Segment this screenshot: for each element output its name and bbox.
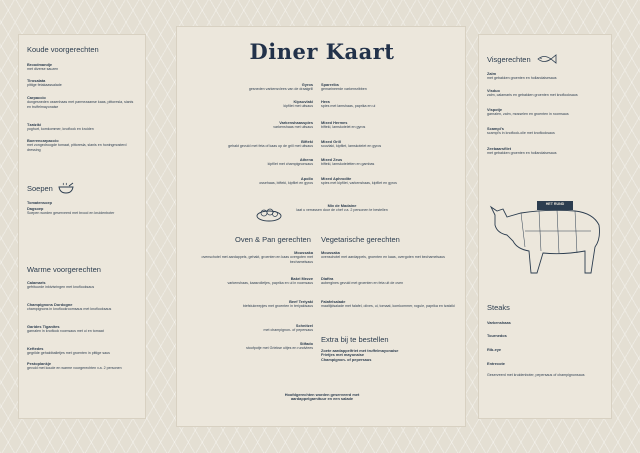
list-item: Visduo zalm, calamaris en gebakken groenten met knoflooksaus [487, 88, 578, 98]
menu-title: Diner Kaart [249, 39, 395, 64]
list-item: Moussaka ovenschotel met aardappels, groenten en kaas, overgoten met bechamelsaus [321, 250, 445, 260]
section-heading-steaks: Steaks [487, 303, 510, 312]
list-item: Gyros gesneden varkensvlees van de draaigrill [248, 82, 313, 92]
list-item: Mixed Zeus bifteki, lamskoteletten en gambas [321, 157, 375, 167]
list-item: Mixed Hermes bifteki, lamskotelet en gyros [321, 120, 366, 130]
beef-cuts-diagram [487, 195, 605, 277]
list-item: Diaftra aubergines gevuld met groenten en feta uit de oven [321, 276, 404, 286]
list-item: Kipsuvlaki kipfilet met uitsaus [283, 99, 313, 109]
left-menu-panel [18, 34, 146, 419]
list-item: Falafelsalade maaltijdsalade met falafel, olives, ui, tomaat, komkommer, rogule, paprika en tzatziki [321, 299, 455, 309]
list-item: Mix de Madaine laat u verrassen door de chef v.a. 2 personen te bestellen [296, 203, 388, 213]
list-item: Champignons Dordogne champignons in knoflookroomsaus met knoflooksaus [27, 302, 112, 312]
list-item: Bakri Mezze varkenshaas, kaasrolletjes, paprika en ui in roomsaus [227, 276, 313, 286]
list-item: Bifteki gehakt gevuld met feta of kaas op de grill met uitsaus [228, 139, 313, 149]
section-heading-soepen: Soepen [27, 184, 53, 193]
section-heading-extra: Extra bij te bestellen [321, 335, 389, 344]
list-item: Carpaccio dungesneden ossenhaas met parmezaanse kaas, pittoresla, sianis en truffelmayonaise [27, 95, 134, 109]
list-item: Varkenshaasspies varkenshaas met uitsaus [273, 120, 313, 130]
list-item: Tournedos [487, 333, 507, 338]
list-item: Athena kipfilet met champignonsaus [267, 157, 313, 167]
list-item: Moussaka ovenschotel met aardappels, gehakt, groenten en kaas overgoten met bechamelsaus [201, 250, 313, 264]
list-item: Zoete aardappelfriet met truffelmayonaise Frietjes met mayonaise Champignon- of pepersaus [321, 348, 399, 362]
list-item: Schnitzel met champignon- of pepersaus [263, 323, 313, 333]
list-item: Dagsoep Soepen worden geserveerd met brood en kruidenboter [27, 206, 115, 216]
list-item: Tirosalata pittige fetakaassalade [27, 78, 62, 88]
mixed-platter-icon [255, 205, 283, 223]
list-item: Apollo ossehaas, bifteki, kipfilet en gyros [259, 176, 313, 186]
list-item: Spareribs gemarineerde varkensribben [321, 82, 367, 92]
cow-label: HET RUND [545, 202, 565, 206]
list-item: Zeebaarsfilet met gebakken groenten en hollandaisesaus [487, 146, 557, 156]
soup-bowl-icon [57, 182, 75, 194]
list-item: Hera spies met lamshaas, paprika en ui [321, 99, 376, 109]
footer-note: Hoofdgerechten worden geserveerd met aardappelgarnituur en een salade [284, 392, 360, 402]
list-item: Stifado stoofpotje met Griekse uitjes en rundvlees [246, 341, 313, 351]
list-item: Keftedes gegrilde gehaktballetjes met groenten in pittige saus [27, 346, 110, 356]
list-item: Zalm met gebakken groenten en hollandaisesaus [487, 71, 557, 81]
list-item: Garides Tiganites garnalen in knoflook roomsaus met ui en tomaat [27, 324, 104, 334]
list-item: Entrecote [487, 361, 505, 366]
section-heading-oven: Oven & Pan gerechten [235, 235, 311, 244]
list-item: Vispotje garnalen, zalm, mosselen en groenten in roomsaus [487, 107, 569, 117]
list-item: Broodmandje met diverse sauzen [27, 62, 59, 72]
section-heading-vega: Vegetarische gerechten [321, 235, 400, 244]
center-menu-panel [176, 26, 466, 427]
list-item: Pestoplankje gevuld met koude en warme voorgerechten v.a. 2 personen [27, 361, 122, 371]
list-item: Mixed Grill souvlaki, kipfilet, lamskotelet en gyros [321, 139, 382, 149]
list-item: Boerencarpaccio met zongedroogde tomaat, pittoresla, slanis en honingmosterd dressing [27, 138, 127, 152]
section-heading-vis: Visgerechten [487, 55, 531, 64]
list-item: Mixed Aphrodite spies met kipfilet, varkenshaas, kipfilet en gyros [321, 176, 397, 186]
fish-icon [537, 54, 557, 64]
list-item: Scampi's scampi's in knoflook-olie met knoflooksaus [487, 126, 555, 136]
list-item: Tomatensoep [27, 200, 53, 205]
list-item: Varkenshaas [487, 320, 511, 325]
right-menu-panel [478, 34, 612, 419]
list-item: Beef Teriyaki biefstukreepjes met groenten in teriyakisaus [242, 299, 313, 309]
list-item: Tzatziki yoghurt, komkommer, knoflook en kruiden [27, 122, 94, 132]
steaks-note: Geserveerd met kruidenboter, pepersaus of champignonsaus [487, 373, 585, 377]
list-item: Calamaris gefrituurde inktvisringen met knoflooksaus [27, 280, 95, 290]
section-heading-koude: Koude voorgerechten [27, 45, 99, 54]
section-heading-warme: Warme voorgerechten [27, 265, 101, 274]
list-item: Rib-eye [487, 347, 502, 352]
